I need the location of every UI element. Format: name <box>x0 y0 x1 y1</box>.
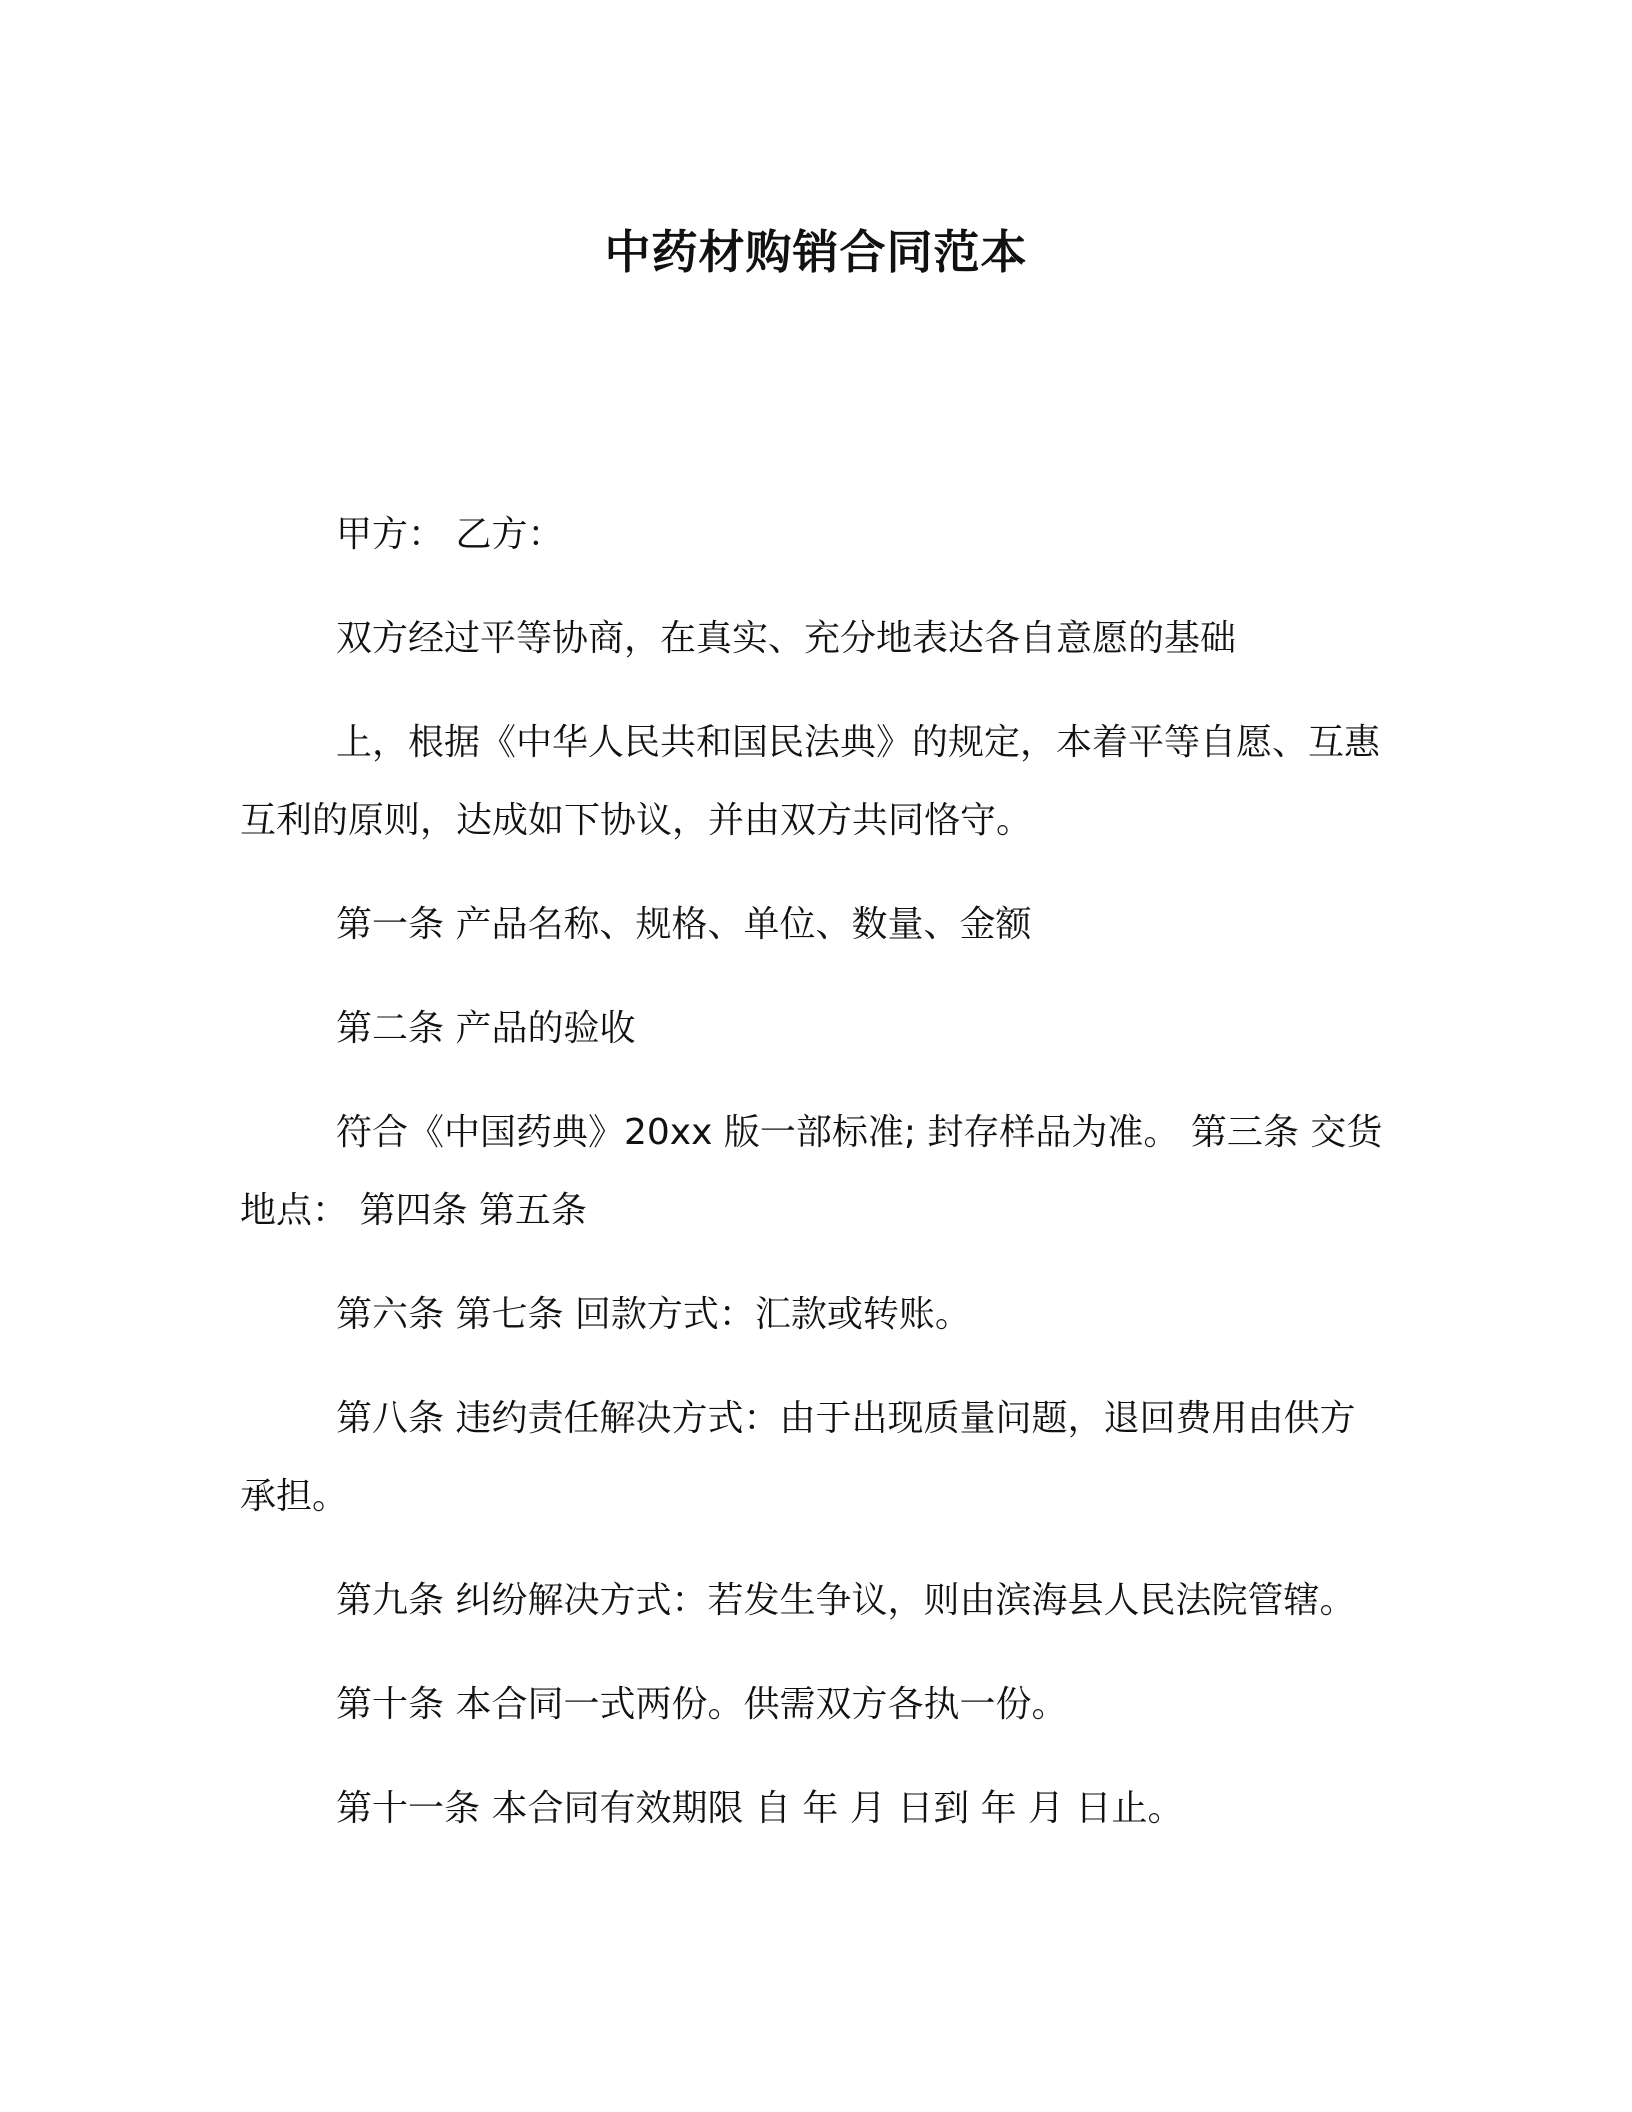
paragraph-article-10: 第十条 本合同一式两份。供需双方各执一份。 <box>336 1684 1068 1725</box>
paragraph-article-11: 第十一条 本合同有效期限 自 年 月 日到 年 月 日止。 <box>336 1788 1184 1829</box>
paragraph-preamble-2: 上，根据《中华人民共和国民法典》的规定，本着平等自愿、互惠互利的原则，达成如下协议，并由双方共同恪守。 <box>240 722 1381 841</box>
document-body <box>240 496 1390 1874</box>
paragraph-article-2-detail: 符合《中国药典》20xx 版一部标准; 封存样品为准。 第三条 交货地点： 第四条 第五条 <box>240 1112 1383 1231</box>
document-title: 中药材购销合同范本 <box>604 225 1028 279</box>
paragraph-article-8: 第八条 违约责任解决方式：由于出现质量问题，退回费用由供方承担。 <box>240 1398 1356 1517</box>
paragraph-article-2: 第二条 产品的验收 <box>336 1008 636 1049</box>
paragraph-parties: 甲方： 乙方： <box>336 514 564 555</box>
paragraph-article-6-7: 第六条 第七条 回款方式：汇款或转账。 <box>336 1294 971 1335</box>
paragraph-article-1: 第一条 产品名称、规格、单位、数量、金额 <box>336 904 1032 945</box>
paragraph-article-9: 第九条 纠纷解决方式：若发生争议，则由滨海县人民法院管辖。 <box>336 1580 1356 1621</box>
paragraph-preamble-1: 双方经过平等协商，在真实、充分地表达各自意愿的基础 <box>336 618 1237 659</box>
